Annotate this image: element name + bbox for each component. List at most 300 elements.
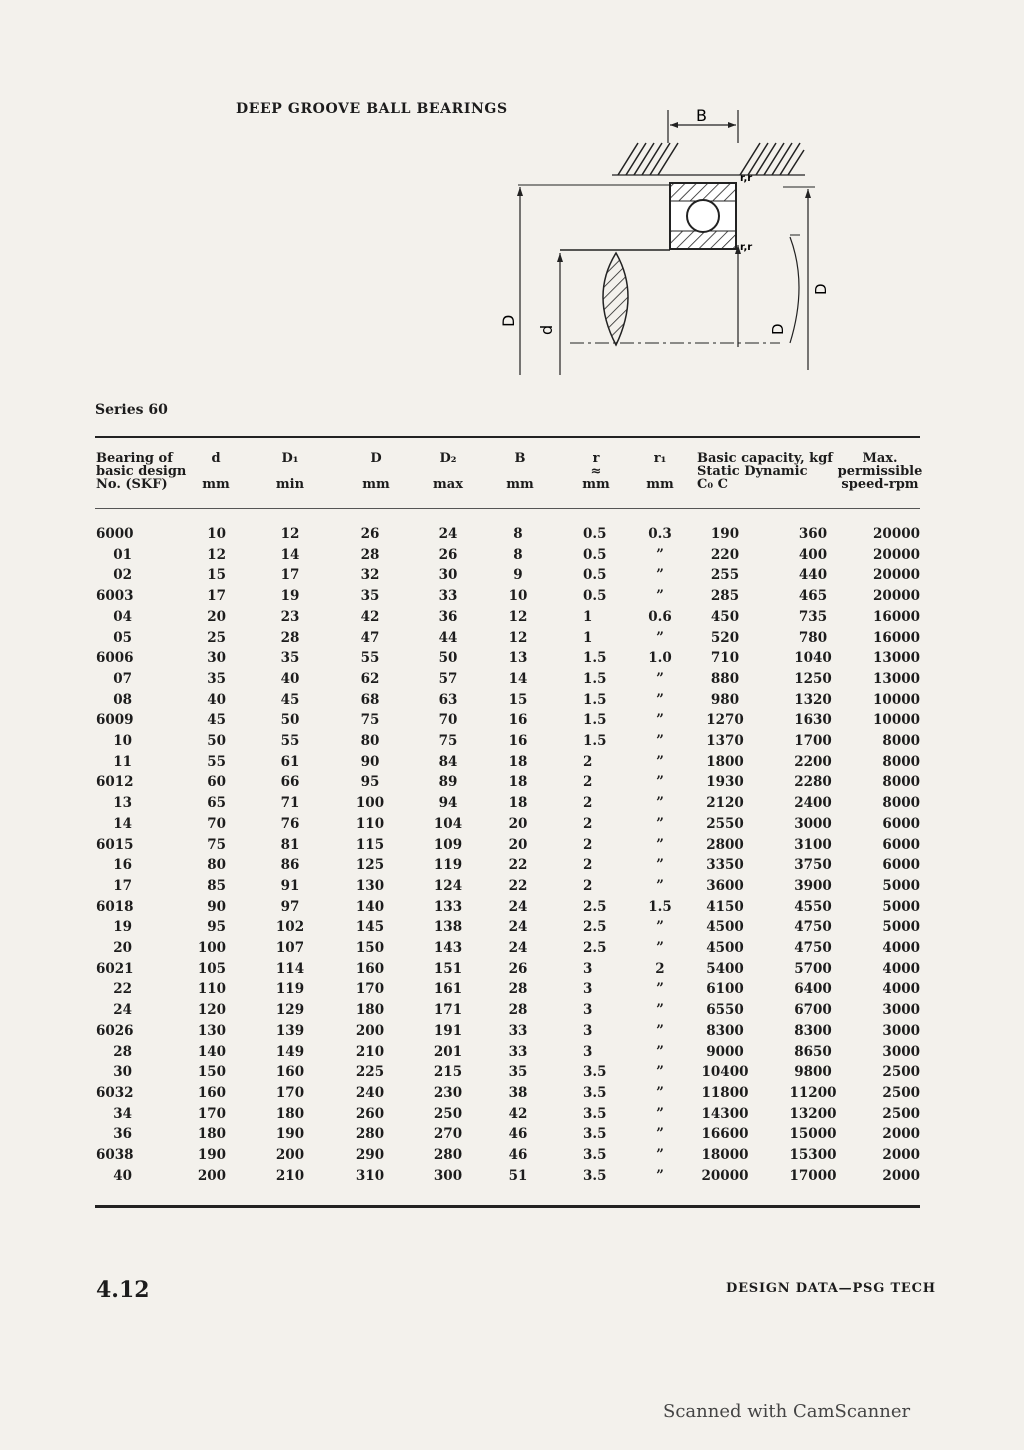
cell-d1: 139 [275, 1022, 305, 1039]
cell-d1: 61 [280, 753, 300, 770]
cell-D: 95 [360, 774, 380, 791]
cell-r1: 1.5 [648, 898, 672, 915]
cell-static-capacity: 9000 [706, 1043, 744, 1060]
cell-bearing-no: 01 [113, 546, 132, 563]
table-row [0, 1106, 1024, 1126]
table-row [0, 650, 1024, 670]
table-row [0, 671, 1024, 691]
cell-r: 1.5 [583, 733, 607, 749]
cell-d1: 91 [280, 877, 300, 894]
cell-d1: 19 [280, 588, 300, 605]
cell-static-capacity: 190 [710, 526, 740, 542]
cell-r: 2 [583, 815, 593, 832]
cell-d1: 149 [275, 1043, 305, 1060]
cell-bearing-no: 13 [113, 795, 132, 812]
cell-r: 2.5 [583, 919, 607, 936]
cell-B: 46 [508, 1147, 528, 1163]
cell-r1: ” [656, 795, 664, 812]
cell-d: 15 [207, 567, 226, 584]
cell-D: 62 [360, 670, 380, 687]
header-D: D mm [362, 451, 390, 492]
cell-r: 0.5 [583, 588, 607, 605]
table-row [0, 588, 1024, 608]
table-row [0, 878, 1024, 898]
cell-d: 75 [207, 836, 226, 853]
cell-dynamic-capacity: 3100 [794, 836, 832, 853]
cell-dynamic-capacity: 400 [798, 546, 828, 563]
cell-B: 22 [508, 877, 528, 894]
cell-r: 2.5 [583, 940, 607, 956]
cell-bearing-no: 6026 [96, 1022, 134, 1039]
cell-r: 3.5 [583, 1147, 607, 1163]
cell-bearing-no: 17 [113, 877, 132, 894]
cell-d: 17 [207, 588, 226, 605]
table-row [0, 1126, 1024, 1146]
cell-dynamic-capacity: 735 [798, 608, 828, 625]
cell-static-capacity: 450 [710, 608, 740, 625]
cell-bearing-no: 22 [113, 981, 132, 998]
cell-static-capacity: 18000 [701, 1147, 749, 1163]
cell-r: 2 [583, 753, 593, 770]
cell-d1: 170 [275, 1084, 305, 1101]
cell-bearing-no: 6021 [96, 960, 134, 977]
cell-d2: 124 [433, 877, 463, 894]
cell-speed: 8000 [882, 733, 920, 749]
cell-dynamic-capacity: 465 [798, 588, 828, 605]
cell-dynamic-capacity: 17000 [789, 1167, 837, 1184]
cell-d: 30 [207, 650, 226, 667]
table-row [0, 816, 1024, 836]
cell-d2: 119 [433, 857, 463, 874]
cell-B: 8 [513, 546, 523, 563]
header-d1: D₁ min [275, 451, 305, 492]
cell-r: 2 [583, 795, 593, 812]
cell-dynamic-capacity: 3900 [794, 877, 832, 894]
cell-D: 32 [360, 567, 380, 584]
header-r1: r₁ mm [646, 451, 674, 492]
cell-speed: 13000 [873, 670, 920, 687]
cell-d2: 24 [438, 526, 458, 542]
cell-speed: 10000 [873, 691, 920, 708]
table-row [0, 1085, 1024, 1105]
cell-B: 18 [508, 753, 528, 770]
cell-d: 110 [197, 981, 226, 998]
cell-D: 310 [355, 1167, 385, 1184]
cell-dynamic-capacity: 13200 [789, 1105, 837, 1122]
cell-bearing-no: 10 [113, 733, 132, 749]
cell-D: 200 [355, 1022, 385, 1039]
cell-d1: 190 [275, 1126, 305, 1143]
table-top-rule [95, 436, 920, 438]
cell-D: 160 [355, 960, 385, 977]
cell-D: 28 [360, 546, 380, 563]
table-row [0, 1002, 1024, 1022]
cell-r: 1 [583, 608, 593, 625]
cell-r1: ” [656, 1002, 664, 1019]
cell-dynamic-capacity: 1700 [794, 733, 832, 749]
cell-d2: 161 [433, 981, 463, 998]
cell-D: 280 [355, 1126, 385, 1143]
cell-d: 80 [207, 857, 226, 874]
table-row [0, 754, 1024, 774]
header-B: B mm [506, 451, 534, 492]
svg-text:D: D [812, 283, 830, 295]
cell-dynamic-capacity: 360 [798, 526, 828, 542]
cell-r1: ” [656, 774, 664, 791]
cell-B: 42 [508, 1105, 528, 1122]
cell-r1: ” [656, 857, 664, 874]
cell-D: 130 [355, 877, 385, 894]
cell-speed: 3000 [882, 1043, 920, 1060]
cell-static-capacity: 710 [710, 650, 740, 667]
cell-d2: 230 [433, 1084, 463, 1101]
cell-r: 2 [583, 877, 593, 894]
cell-bearing-no: 30 [113, 1064, 132, 1081]
cell-r: 1.5 [583, 670, 607, 687]
cell-B: 13 [508, 650, 528, 667]
cell-B: 8 [513, 526, 523, 542]
cell-r: 3.5 [583, 1126, 607, 1143]
cell-D: 240 [355, 1084, 385, 1101]
cell-static-capacity: 4500 [706, 940, 744, 956]
cell-r: 3 [583, 960, 593, 977]
cell-r1: ” [656, 1105, 664, 1122]
table-row [0, 961, 1024, 981]
cell-d2: 143 [433, 940, 463, 956]
cell-B: 20 [508, 836, 528, 853]
cell-d1: 17 [280, 567, 300, 584]
cell-r: 0.5 [583, 546, 607, 563]
header-r: r ≈ mm [582, 451, 610, 492]
cell-r1: ” [656, 1022, 664, 1039]
cell-d2: 300 [433, 1167, 463, 1184]
cell-r1: ” [656, 733, 664, 749]
cell-speed: 6000 [882, 815, 920, 832]
cell-B: 22 [508, 857, 528, 874]
cell-d2: 63 [438, 691, 458, 708]
cell-d: 105 [197, 960, 226, 977]
cell-d: 60 [207, 774, 226, 791]
table-row [0, 940, 1024, 960]
cell-d2: 171 [433, 1002, 463, 1019]
cell-dynamic-capacity: 11200 [789, 1084, 837, 1101]
cell-speed: 13000 [873, 650, 920, 667]
cell-d2: 270 [433, 1126, 463, 1143]
cell-r: 3 [583, 1043, 593, 1060]
cell-D: 26 [360, 526, 380, 542]
cell-B: 46 [508, 1126, 528, 1143]
cell-d1: 200 [275, 1147, 305, 1163]
cell-r: 2 [583, 774, 593, 791]
cell-r: 1.5 [583, 650, 607, 667]
cell-r1: ” [656, 691, 664, 708]
cell-d1: 40 [280, 670, 300, 687]
cell-speed: 4000 [882, 940, 920, 956]
cell-r1: ” [656, 567, 664, 584]
cell-bearing-no: 6009 [96, 712, 134, 729]
header-bearing-no: Bearing of basic design No. (SKF) [96, 451, 187, 492]
cell-d: 65 [207, 795, 226, 812]
cell-d2: 280 [433, 1147, 463, 1163]
table-row [0, 1168, 1024, 1188]
cell-r: 3.5 [583, 1167, 607, 1184]
cell-r1: ” [656, 629, 664, 646]
cell-bearing-no: 24 [113, 1002, 132, 1019]
cell-d: 130 [197, 1022, 226, 1039]
cell-r: 3 [583, 1002, 593, 1019]
cell-dynamic-capacity: 1250 [794, 670, 832, 687]
cell-d2: 44 [438, 629, 458, 646]
cell-speed: 3000 [882, 1002, 920, 1019]
cell-D: 42 [360, 608, 380, 625]
cell-speed: 3000 [882, 1022, 920, 1039]
cell-B: 24 [508, 898, 528, 915]
cell-d: 10 [207, 526, 226, 542]
cell-d: 160 [197, 1084, 226, 1101]
cell-d1: 81 [280, 836, 300, 853]
cell-r: 2 [583, 857, 593, 874]
cell-B: 18 [508, 774, 528, 791]
cell-B: 28 [508, 981, 528, 998]
cell-d1: 160 [275, 1064, 305, 1081]
svg-text:D: D [769, 323, 787, 335]
cell-B: 38 [508, 1084, 528, 1101]
bearing-diagram [490, 95, 840, 385]
cell-D: 170 [355, 981, 385, 998]
cell-d1: 55 [280, 733, 300, 749]
cell-B: 28 [508, 1002, 528, 1019]
cell-bearing-no: 28 [113, 1043, 132, 1060]
cell-dynamic-capacity: 15000 [789, 1126, 837, 1143]
table-row [0, 692, 1024, 712]
cell-d: 55 [207, 753, 226, 770]
cell-static-capacity: 255 [710, 567, 740, 584]
cell-dynamic-capacity: 440 [798, 567, 828, 584]
cell-dynamic-capacity: 8650 [794, 1043, 832, 1060]
cell-B: 12 [508, 629, 528, 646]
cell-r1: ” [656, 1043, 664, 1060]
table-row [0, 919, 1024, 939]
cell-B: 24 [508, 919, 528, 936]
cell-d2: 89 [438, 774, 458, 791]
cell-B: 12 [508, 608, 528, 625]
cell-speed: 16000 [873, 608, 920, 625]
series-label: Series 60 [95, 402, 168, 418]
cell-static-capacity: 1370 [706, 733, 744, 749]
cell-D: 125 [355, 857, 385, 874]
cell-d2: 151 [433, 960, 463, 977]
cell-dynamic-capacity: 6400 [794, 981, 832, 998]
cell-dynamic-capacity: 3000 [794, 815, 832, 832]
cell-static-capacity: 6550 [706, 1002, 744, 1019]
cell-r1: ” [656, 753, 664, 770]
cell-speed: 5000 [882, 898, 920, 915]
cell-B: 26 [508, 960, 528, 977]
cell-D: 47 [360, 629, 380, 646]
cell-speed: 2500 [882, 1064, 920, 1081]
cell-dynamic-capacity: 5700 [794, 960, 832, 977]
cell-r: 1.5 [583, 712, 607, 729]
cell-d1: 71 [280, 795, 300, 812]
cell-B: 33 [508, 1043, 528, 1060]
cell-dynamic-capacity: 8300 [794, 1022, 832, 1039]
cell-d1: 50 [280, 712, 300, 729]
cell-dynamic-capacity: 4550 [794, 898, 832, 915]
cell-D: 210 [355, 1043, 385, 1060]
cell-B: 24 [508, 940, 528, 956]
cell-r1: ” [656, 588, 664, 605]
cell-static-capacity: 11800 [701, 1084, 749, 1101]
cell-D: 110 [355, 815, 385, 832]
cell-dynamic-capacity: 6700 [794, 1002, 832, 1019]
cell-d: 12 [207, 546, 226, 563]
cell-r1: ” [656, 1147, 664, 1163]
cell-static-capacity: 2800 [706, 836, 744, 853]
cell-d: 35 [207, 670, 226, 687]
cell-static-capacity: 10400 [701, 1064, 749, 1081]
cell-r: 2.5 [583, 898, 607, 915]
cell-static-capacity: 20000 [701, 1167, 749, 1184]
cell-r1: ” [656, 546, 664, 563]
cell-B: 15 [508, 691, 528, 708]
cell-d1: 210 [275, 1167, 305, 1184]
table-row [0, 630, 1024, 650]
cell-dynamic-capacity: 1320 [794, 691, 832, 708]
cell-bearing-no: 6012 [96, 774, 134, 791]
cell-bearing-no: 20 [113, 940, 132, 956]
cell-D: 90 [360, 753, 380, 770]
cell-r1: ” [656, 670, 664, 687]
table-row [0, 1147, 1024, 1167]
cell-dynamic-capacity: 2400 [794, 795, 832, 812]
cell-speed: 6000 [882, 857, 920, 874]
table-row [0, 774, 1024, 794]
cell-static-capacity: 6100 [706, 981, 744, 998]
header-capacity: Basic capacity, kgf Static Dynamic C₀ C [697, 451, 833, 492]
cell-dynamic-capacity: 9800 [794, 1064, 832, 1081]
cell-static-capacity: 2550 [706, 815, 744, 832]
cell-d: 25 [207, 629, 226, 646]
cell-dynamic-capacity: 4750 [794, 940, 832, 956]
cell-dynamic-capacity: 15300 [789, 1147, 837, 1163]
cell-r1: ” [656, 1084, 664, 1101]
cell-speed: 2000 [882, 1147, 920, 1163]
table-row [0, 733, 1024, 753]
cell-d2: 70 [438, 712, 458, 729]
cell-static-capacity: 980 [710, 691, 740, 708]
table-row [0, 899, 1024, 919]
cell-r1: ” [656, 940, 664, 956]
cell-r: 1.5 [583, 691, 607, 708]
cell-r1: ” [656, 836, 664, 853]
cell-r1: ” [656, 877, 664, 894]
cell-speed: 20000 [873, 588, 920, 605]
cell-speed: 4000 [882, 960, 920, 977]
cell-bearing-no: 07 [113, 670, 132, 687]
cell-static-capacity: 14300 [701, 1105, 749, 1122]
cell-speed: 20000 [873, 567, 920, 584]
cell-bearing-no: 6000 [96, 526, 134, 542]
cell-d1: 12 [280, 526, 300, 542]
cell-d: 170 [197, 1105, 226, 1122]
cell-d2: 50 [438, 650, 458, 667]
cell-d1: 114 [275, 960, 305, 977]
cell-bearing-no: 6015 [96, 836, 134, 853]
cell-r1: ” [656, 712, 664, 729]
cell-d2: 36 [438, 608, 458, 625]
table-row [0, 795, 1024, 815]
cell-r: 3.5 [583, 1084, 607, 1101]
cell-r1: ” [656, 919, 664, 936]
page-number: 4.12 [96, 1277, 150, 1303]
table-row [0, 1064, 1024, 1084]
cell-r: 0.5 [583, 526, 607, 542]
svg-text:d: d [537, 324, 556, 335]
cell-D: 55 [360, 650, 380, 667]
cell-D: 75 [360, 712, 380, 729]
cell-static-capacity: 220 [710, 546, 740, 563]
cell-bearing-no: 05 [113, 629, 132, 646]
cell-speed: 2000 [882, 1126, 920, 1143]
cell-d: 50 [207, 733, 226, 749]
cell-B: 20 [508, 815, 528, 832]
cell-bearing-no: 34 [113, 1105, 132, 1122]
cell-static-capacity: 3350 [706, 857, 744, 874]
cell-D: 180 [355, 1002, 385, 1019]
cell-d1: 119 [275, 981, 305, 998]
cell-d: 85 [207, 877, 226, 894]
cell-d1: 86 [280, 857, 300, 874]
cell-speed: 5000 [882, 877, 920, 894]
cell-dynamic-capacity: 1040 [794, 650, 832, 667]
cell-d: 120 [197, 1002, 226, 1019]
housing-hatch [612, 143, 805, 175]
cell-d1: 107 [275, 940, 305, 956]
table-row [0, 526, 1024, 546]
cell-d: 190 [197, 1147, 226, 1163]
cell-d1: 102 [275, 919, 305, 936]
header-speed: Max. permissible speed-rpm [837, 451, 923, 492]
cell-B: 16 [508, 712, 528, 729]
header-rule [95, 508, 920, 509]
cell-bearing-no: 02 [113, 567, 132, 584]
cell-d1: 66 [280, 774, 300, 791]
svg-text:r,r: r,r [740, 242, 753, 253]
cell-d2: 30 [438, 567, 458, 584]
cell-d: 40 [207, 691, 226, 708]
cell-d2: 138 [433, 919, 463, 936]
table-row [0, 981, 1024, 1001]
cell-dynamic-capacity: 2280 [794, 774, 832, 791]
cell-dynamic-capacity: 4750 [794, 919, 832, 936]
cell-d1: 76 [280, 815, 300, 832]
cell-speed: 2500 [882, 1105, 920, 1122]
cell-bearing-no: 40 [113, 1167, 132, 1184]
cell-speed: 8000 [882, 753, 920, 770]
cell-static-capacity: 3600 [706, 877, 744, 894]
cell-d2: 75 [438, 733, 458, 749]
cell-D: 35 [360, 588, 380, 605]
cell-r: 1 [583, 629, 593, 646]
header-d: d mm [202, 451, 230, 492]
table-row [0, 1023, 1024, 1043]
table-row [0, 609, 1024, 629]
cell-bearing-no: 6038 [96, 1147, 134, 1163]
cell-d2: 133 [433, 898, 463, 915]
cell-d2: 57 [438, 670, 458, 687]
cell-d2: 33 [438, 588, 458, 605]
cell-d2: 191 [433, 1022, 463, 1039]
